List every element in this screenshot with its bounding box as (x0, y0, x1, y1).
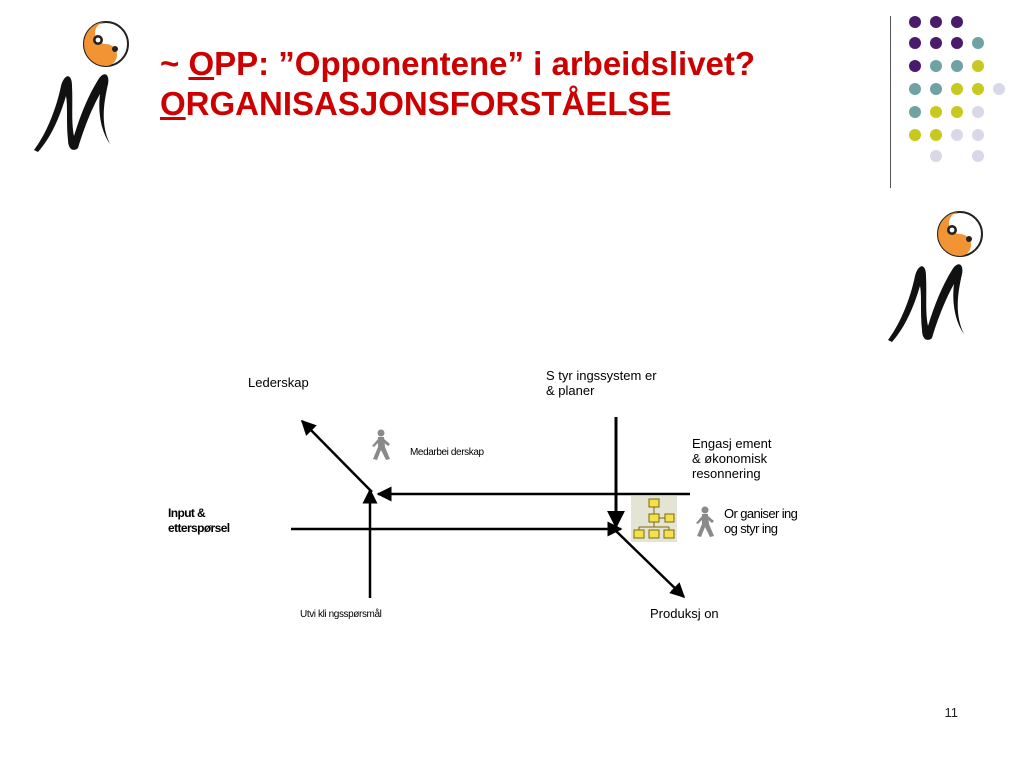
label-engasjement: Engasj ement & økonomisk resonnering (692, 436, 772, 481)
walking-person-icon (696, 507, 714, 538)
title-line-2-text: RGANISASJONSFORSTÅELSE (185, 85, 672, 122)
label-produksjon: Produksj on (650, 606, 719, 621)
title-line-1-initial: O (188, 45, 215, 82)
title-tilde: ~ (160, 45, 189, 82)
label-styringssystemer: S tyr ingssystem er & planer (546, 368, 657, 398)
page-number: 11 (944, 705, 958, 720)
label-medarbeiderskap: Medarbei derskap (410, 447, 484, 458)
label-input: Input & etterspørsel (168, 506, 230, 535)
title-line-1-text: PP: ”Opponentene” i arbeidslivet? (214, 45, 756, 82)
org-chart-icon (631, 496, 677, 542)
walking-person-icon (372, 430, 390, 461)
label-organisering: Or ganiser ing og styr ing (724, 506, 798, 536)
label-lederskap: Lederskap (248, 375, 309, 390)
label-utviklingsporsmal: Utvi kli ngsspørsmål (300, 609, 382, 620)
title-line-2-initial: O (160, 85, 186, 122)
lederskap-arrow (302, 421, 372, 492)
